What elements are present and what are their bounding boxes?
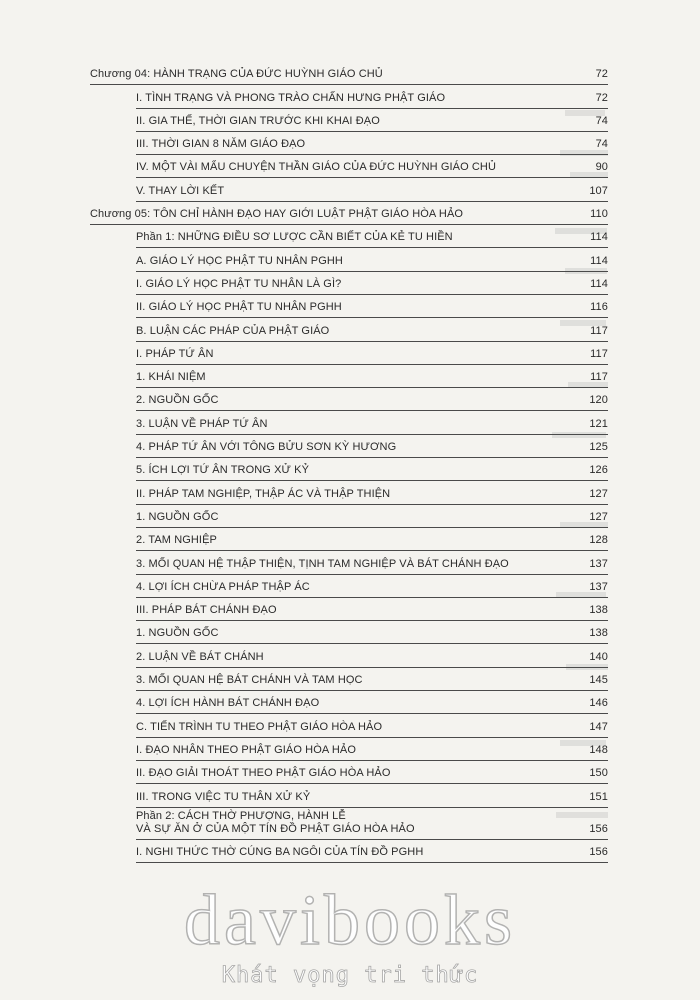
toc-entry-title: Phần 1: NHỮNG ĐIỀU SƠ LƯỢC CẦN BIẾT CỦA KẺ TU HIỀN bbox=[136, 231, 453, 244]
toc-entry-title: 2. TAM NGHIỆP bbox=[136, 534, 217, 547]
toc-entry-title: I. NGHI THỨC THỜ CÚNG BA NGÔI CỦA TÍN ĐỒ PGHH bbox=[136, 846, 424, 859]
toc-entry bbox=[90, 295, 608, 318]
toc-entry bbox=[90, 435, 608, 458]
toc-entry-page-number: 137 bbox=[589, 580, 608, 593]
toc-entry-page-number: 150 bbox=[589, 767, 608, 780]
toc-entry-page-number: 72 bbox=[595, 91, 608, 104]
toc-entry bbox=[90, 505, 608, 528]
toc-entry-title: B. LUẬN CÁC PHÁP CỦA PHẬT GIÁO bbox=[136, 324, 330, 337]
toc-entry-title: Phần 2: CÁCH THỜ PHƯỢNG, HÀNH LỄ VÀ SỰ ĂN Ở CỦA MỘT TÍN ĐỒ PHẬT GIÁO HÒA HẢO bbox=[136, 809, 415, 835]
toc-entry-page-number: 125 bbox=[589, 441, 608, 454]
toc-entry bbox=[90, 691, 608, 714]
toc-entry-title: II. GIÁO LÝ HỌC PHẬT TU NHÂN PGHH bbox=[136, 301, 342, 314]
toc-entry bbox=[90, 155, 608, 178]
toc-entry-page-number: 121 bbox=[589, 417, 608, 430]
toc-entry-page-number: 138 bbox=[589, 627, 608, 640]
toc-entry-page-number: 126 bbox=[589, 464, 608, 477]
toc-entry-title: 1. KHÁI NIỆM bbox=[136, 371, 206, 384]
toc-entry bbox=[90, 784, 608, 807]
toc-entry-page-number: 140 bbox=[589, 650, 608, 663]
toc-entry-page-number: 72 bbox=[595, 68, 608, 81]
toc-entry-title: 4. PHÁP TỨ ÂN VỚI TÔNG BỬU SƠN KỲ HƯƠNG bbox=[136, 441, 397, 454]
toc-entry-page-number: 127 bbox=[589, 510, 608, 523]
toc-entry-title: Chương 04: HÀNH TRẠNG CỦA ĐỨC HUỲNH GIÁO CHỦ bbox=[90, 68, 383, 81]
toc-entry bbox=[90, 178, 608, 201]
toc-entry bbox=[90, 248, 608, 271]
toc-entry-page-number: 74 bbox=[595, 138, 608, 151]
toc-entry-title: C. TIẾN TRÌNH TU THEO PHẬT GIÁO HÒA HẢO bbox=[136, 720, 383, 733]
toc-entry-title: A. GIÁO LÝ HỌC PHẬT TU NHÂN PGHH bbox=[136, 254, 343, 267]
toc-entry bbox=[90, 621, 608, 644]
toc-entry bbox=[90, 575, 608, 598]
toc-entry bbox=[90, 272, 608, 295]
toc-entry-page-number: 107 bbox=[589, 184, 608, 197]
toc-entry-page-number: 90 bbox=[595, 161, 608, 174]
toc-entry-page-number: 156 bbox=[589, 822, 608, 835]
toc-entry-title: 1. NGUỒN GỐC bbox=[136, 510, 219, 523]
toc-entry bbox=[90, 132, 608, 155]
toc-entry-page-number: 156 bbox=[589, 846, 608, 859]
toc-entry-page-number: 120 bbox=[589, 394, 608, 407]
toc-entry bbox=[90, 85, 608, 108]
toc-entry-page-number: 148 bbox=[589, 743, 608, 756]
toc-entry bbox=[90, 481, 608, 504]
toc-entry-title: III. PHÁP BÁT CHÁNH ĐẠO bbox=[136, 604, 277, 617]
toc-entry-title: 5. ÍCH LỢI TỨ ÂN TRONG XỬ KỶ bbox=[136, 464, 310, 477]
toc-entry-title: I. PHÁP TỨ ÂN bbox=[136, 347, 214, 360]
toc-entry-page-number: 110 bbox=[590, 208, 608, 221]
toc-entry-title: I. ĐẠO NHÂN THEO PHẬT GIÁO HÒA HẢO bbox=[136, 743, 356, 756]
toc-entry-page-number: 145 bbox=[589, 674, 608, 687]
toc-entry-title: I. GIÁO LÝ HỌC PHẬT TU NHÂN LÀ GÌ? bbox=[136, 277, 342, 290]
toc-entry-page-number: 114 bbox=[590, 277, 608, 290]
watermark-brand: davibooks bbox=[184, 880, 516, 960]
toc-entry-page-number: 147 bbox=[589, 720, 608, 733]
toc-entry-title: II. ĐẠO GIẢI THOÁT THEO PHẬT GIÁO HÒA HẢO bbox=[136, 767, 391, 780]
toc-entry-title: 4. LỢI ÍCH HÀNH BÁT CHÁNH ĐẠO bbox=[136, 697, 320, 710]
toc-entry-page-number: 114 bbox=[590, 254, 608, 267]
toc-entry bbox=[90, 668, 608, 691]
toc-entry-page-number: 138 bbox=[589, 604, 608, 617]
toc-entry bbox=[90, 714, 608, 737]
toc-entry bbox=[90, 738, 608, 761]
toc-entry bbox=[90, 411, 608, 434]
toc-entry-title: 2. NGUỒN GỐC bbox=[136, 394, 219, 407]
toc-entry-title: 3. MỐI QUAN HỆ BÁT CHÁNH VÀ TAM HỌC bbox=[136, 674, 363, 687]
toc-entry-title: II. GIA THẾ, THỜI GIAN TRƯỚC KHI KHAI ĐẠO bbox=[136, 114, 380, 127]
toc-entry-page-number: 117 bbox=[590, 347, 608, 360]
toc-entry-title: 4. LỢI ÍCH CHỪA PHÁP THẬP ÁC bbox=[136, 580, 310, 593]
toc-entry-page-number: 116 bbox=[590, 301, 608, 314]
table-of-contents bbox=[90, 62, 608, 863]
toc-entry-title: III. TRONG VIỆC TU THÂN XỬ KỶ bbox=[136, 790, 311, 803]
toc-entry-title: 1. NGUỒN GỐC bbox=[136, 627, 219, 640]
toc-entry-title: V. THAY LỜI KẾT bbox=[136, 184, 225, 197]
watermark-tagline: Khát vọng tri thức bbox=[221, 963, 479, 988]
toc-entry bbox=[90, 342, 608, 365]
toc-entry bbox=[90, 761, 608, 784]
toc-entry bbox=[90, 458, 608, 481]
toc-entry bbox=[90, 808, 608, 840]
toc-entry bbox=[90, 225, 608, 248]
toc-entry bbox=[90, 840, 608, 863]
toc-entry-page-number: 127 bbox=[589, 487, 608, 500]
toc-entry bbox=[90, 551, 608, 574]
toc-entry-page-number: 146 bbox=[589, 697, 608, 710]
toc-entry-page-number: 117 bbox=[590, 371, 608, 384]
toc-entry bbox=[90, 109, 608, 132]
toc-chapter-entry bbox=[90, 62, 608, 85]
toc-entry-page-number: 128 bbox=[589, 534, 608, 547]
toc-chapter-entry bbox=[90, 202, 608, 225]
toc-entry bbox=[90, 644, 608, 667]
toc-entry-page-number: 151 bbox=[589, 790, 608, 803]
toc-entry-title: III. THỜI GIAN 8 NĂM GIÁO ĐẠO bbox=[136, 138, 306, 151]
toc-entry-page-number: 137 bbox=[589, 557, 608, 570]
toc-entry bbox=[90, 388, 608, 411]
toc-entry-page-number: 117 bbox=[590, 324, 608, 337]
toc-entry-underline bbox=[136, 862, 608, 863]
toc-entry-title: 3. MỐI QUAN HỆ THẬP THIỆN, TỊNH TAM NGHIỆP VÀ BÁT CHÁNH ĐẠO bbox=[136, 557, 509, 570]
toc-entry-title: I. TÌNH TRẠNG VÀ PHONG TRÀO CHẤN HƯNG PHẬT GIÁO bbox=[136, 91, 446, 104]
toc-entry-title: II. PHÁP TAM NGHIỆP, THẬP ÁC VÀ THẬP THIỆN bbox=[136, 487, 391, 500]
toc-entry-title: 3. LUẬN VỀ PHÁP TỨ ÂN bbox=[136, 417, 268, 430]
toc-entry bbox=[90, 318, 608, 341]
toc-entry-page-number: 114 bbox=[590, 231, 608, 244]
toc-entry bbox=[90, 528, 608, 551]
toc-entry-title: Chương 05: TÔN CHỈ HÀNH ĐẠO HAY GIỚI LUẬT PHẬT GIÁO HÒA HẢO bbox=[90, 208, 464, 221]
toc-entry bbox=[90, 365, 608, 388]
toc-entry-page-number: 74 bbox=[595, 114, 608, 127]
toc-entry bbox=[90, 598, 608, 621]
toc-entry-title: 2. LUẬN VỀ BÁT CHÁNH bbox=[136, 650, 264, 663]
toc-entry-title: IV. MỘT VÀI MẨU CHUYỆN THẦN GIÁO CỦA ĐỨC HUỲNH GIÁO CHỦ bbox=[136, 161, 497, 174]
